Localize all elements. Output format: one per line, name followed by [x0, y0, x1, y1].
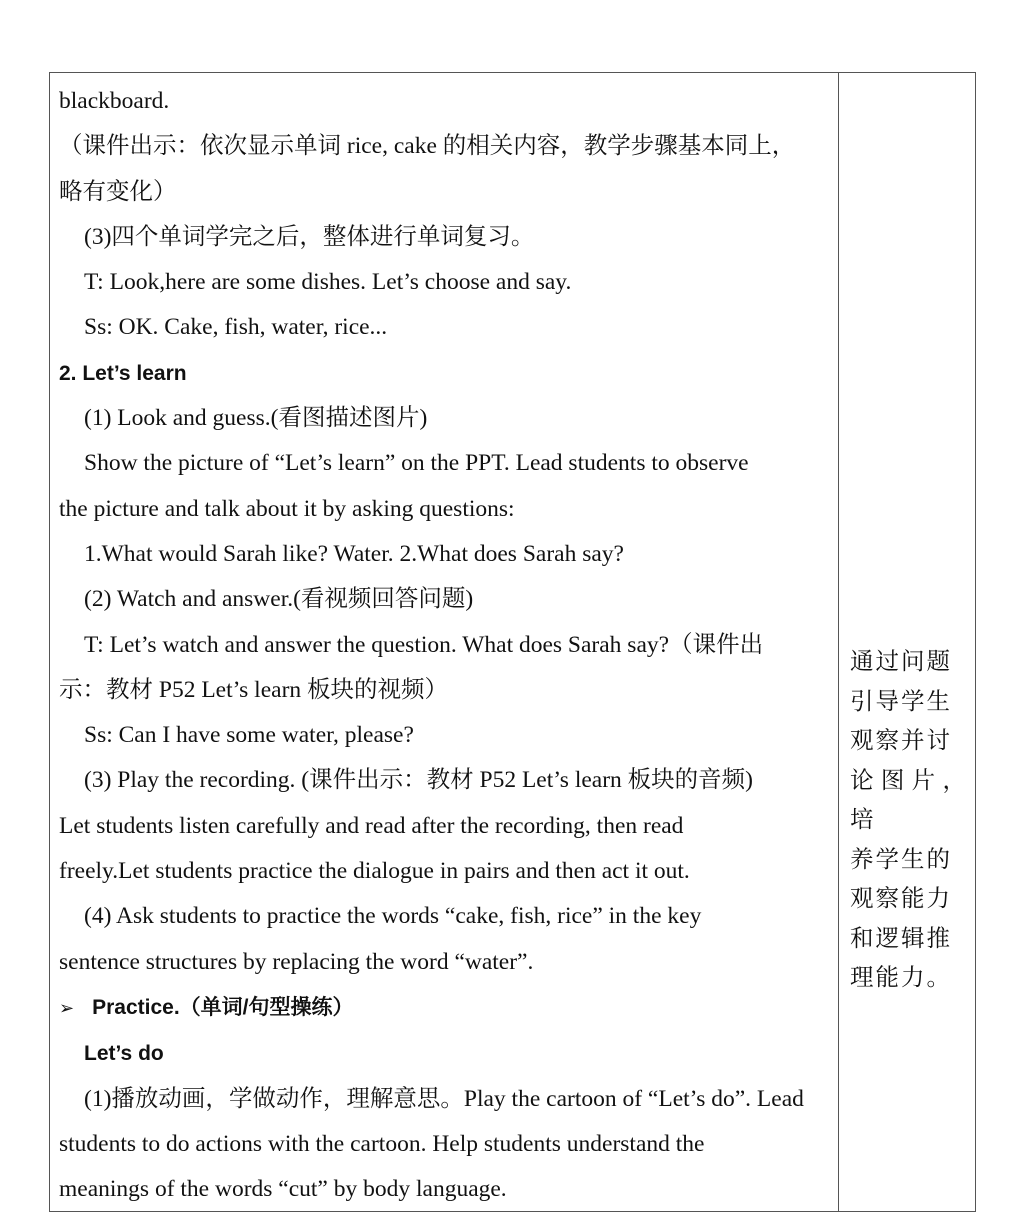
side-line: 理能力。: [850, 965, 952, 991]
text-line: students to do actions with the cartoon. Help students understand the: [59, 1130, 705, 1157]
text-line: 略有变化）: [59, 178, 177, 205]
side-line: 养学生的: [850, 846, 952, 873]
text-line: T: Let’s watch and answer the question. What does Sarah say?（课件出: [84, 631, 764, 658]
text-line: meanings of the words “cut” by body language.: [59, 1176, 507, 1203]
column-divider: [838, 72, 839, 1212]
text-line: Ss: Can I have some water, please?: [84, 722, 414, 749]
side-line: 引导学生: [850, 688, 952, 715]
side-line: 通过问题: [850, 649, 952, 675]
section-heading: Let’s do: [84, 1042, 164, 1066]
text-line: sentence structures by replacing the word “water”.: [59, 948, 534, 975]
text-line: (1)播放动画，学做动作，理解意思。Play the cartoon of “Let’s do”. Lead: [84, 1085, 804, 1112]
arrow-bullet-icon: ➢: [59, 997, 75, 1019]
design-intent-cell: [850, 643, 968, 999]
practice-heading: [59, 985, 828, 1031]
text-line: (3)四个单词学完之后，整体进行单词复习。: [84, 223, 535, 250]
text-line: 1.What would Sarah like? Water. 2.What does Sarah say?: [84, 540, 624, 567]
teaching-procedure-cell: [59, 79, 828, 1212]
side-line: 观察能力: [850, 886, 952, 912]
text-line: Ss: OK. Cake, fish, water, rice...: [84, 314, 388, 341]
text-line: T: Look,here are some dishes. Let’s choose and say.: [84, 269, 572, 296]
section-heading: 2. Let’s learn: [59, 361, 187, 385]
text-line: freely.Let students practice the dialogue in pairs and then act it out.: [59, 858, 690, 885]
side-line: 论图片，培: [850, 767, 968, 833]
text-line: (4) Ask students to practice the words “cake, fish, rice” in the key: [84, 903, 702, 930]
text-line: (3) Play the recording. (课件出示：教材 P52 Let’s learn 板块的音频): [84, 767, 753, 794]
side-line: 和逻辑推: [850, 925, 952, 952]
side-line: 观察并讨: [850, 728, 952, 754]
practice-heading-text: Practice.（单词/句型操练）: [92, 995, 354, 1019]
text-line: Let students listen carefully and read after the recording, then read: [59, 812, 684, 839]
text-line: the picture and talk about it by asking questions:: [59, 495, 515, 522]
text-line: (1) Look and guess.(看图描述图片): [84, 405, 428, 432]
text-line: blackboard.: [59, 88, 170, 114]
text-line: Show the picture of “Let’s learn” on the PPT. Lead students to observe: [84, 450, 749, 477]
text-line: 示：教材 P52 Let’s learn 板块的视频）: [59, 676, 449, 703]
text-line: (2) Watch and answer.(看视频回答问题): [84, 586, 474, 613]
text-line: （课件出示：依次显示单词 rice, cake 的相关内容，教学步骤基本同上，: [59, 133, 796, 160]
